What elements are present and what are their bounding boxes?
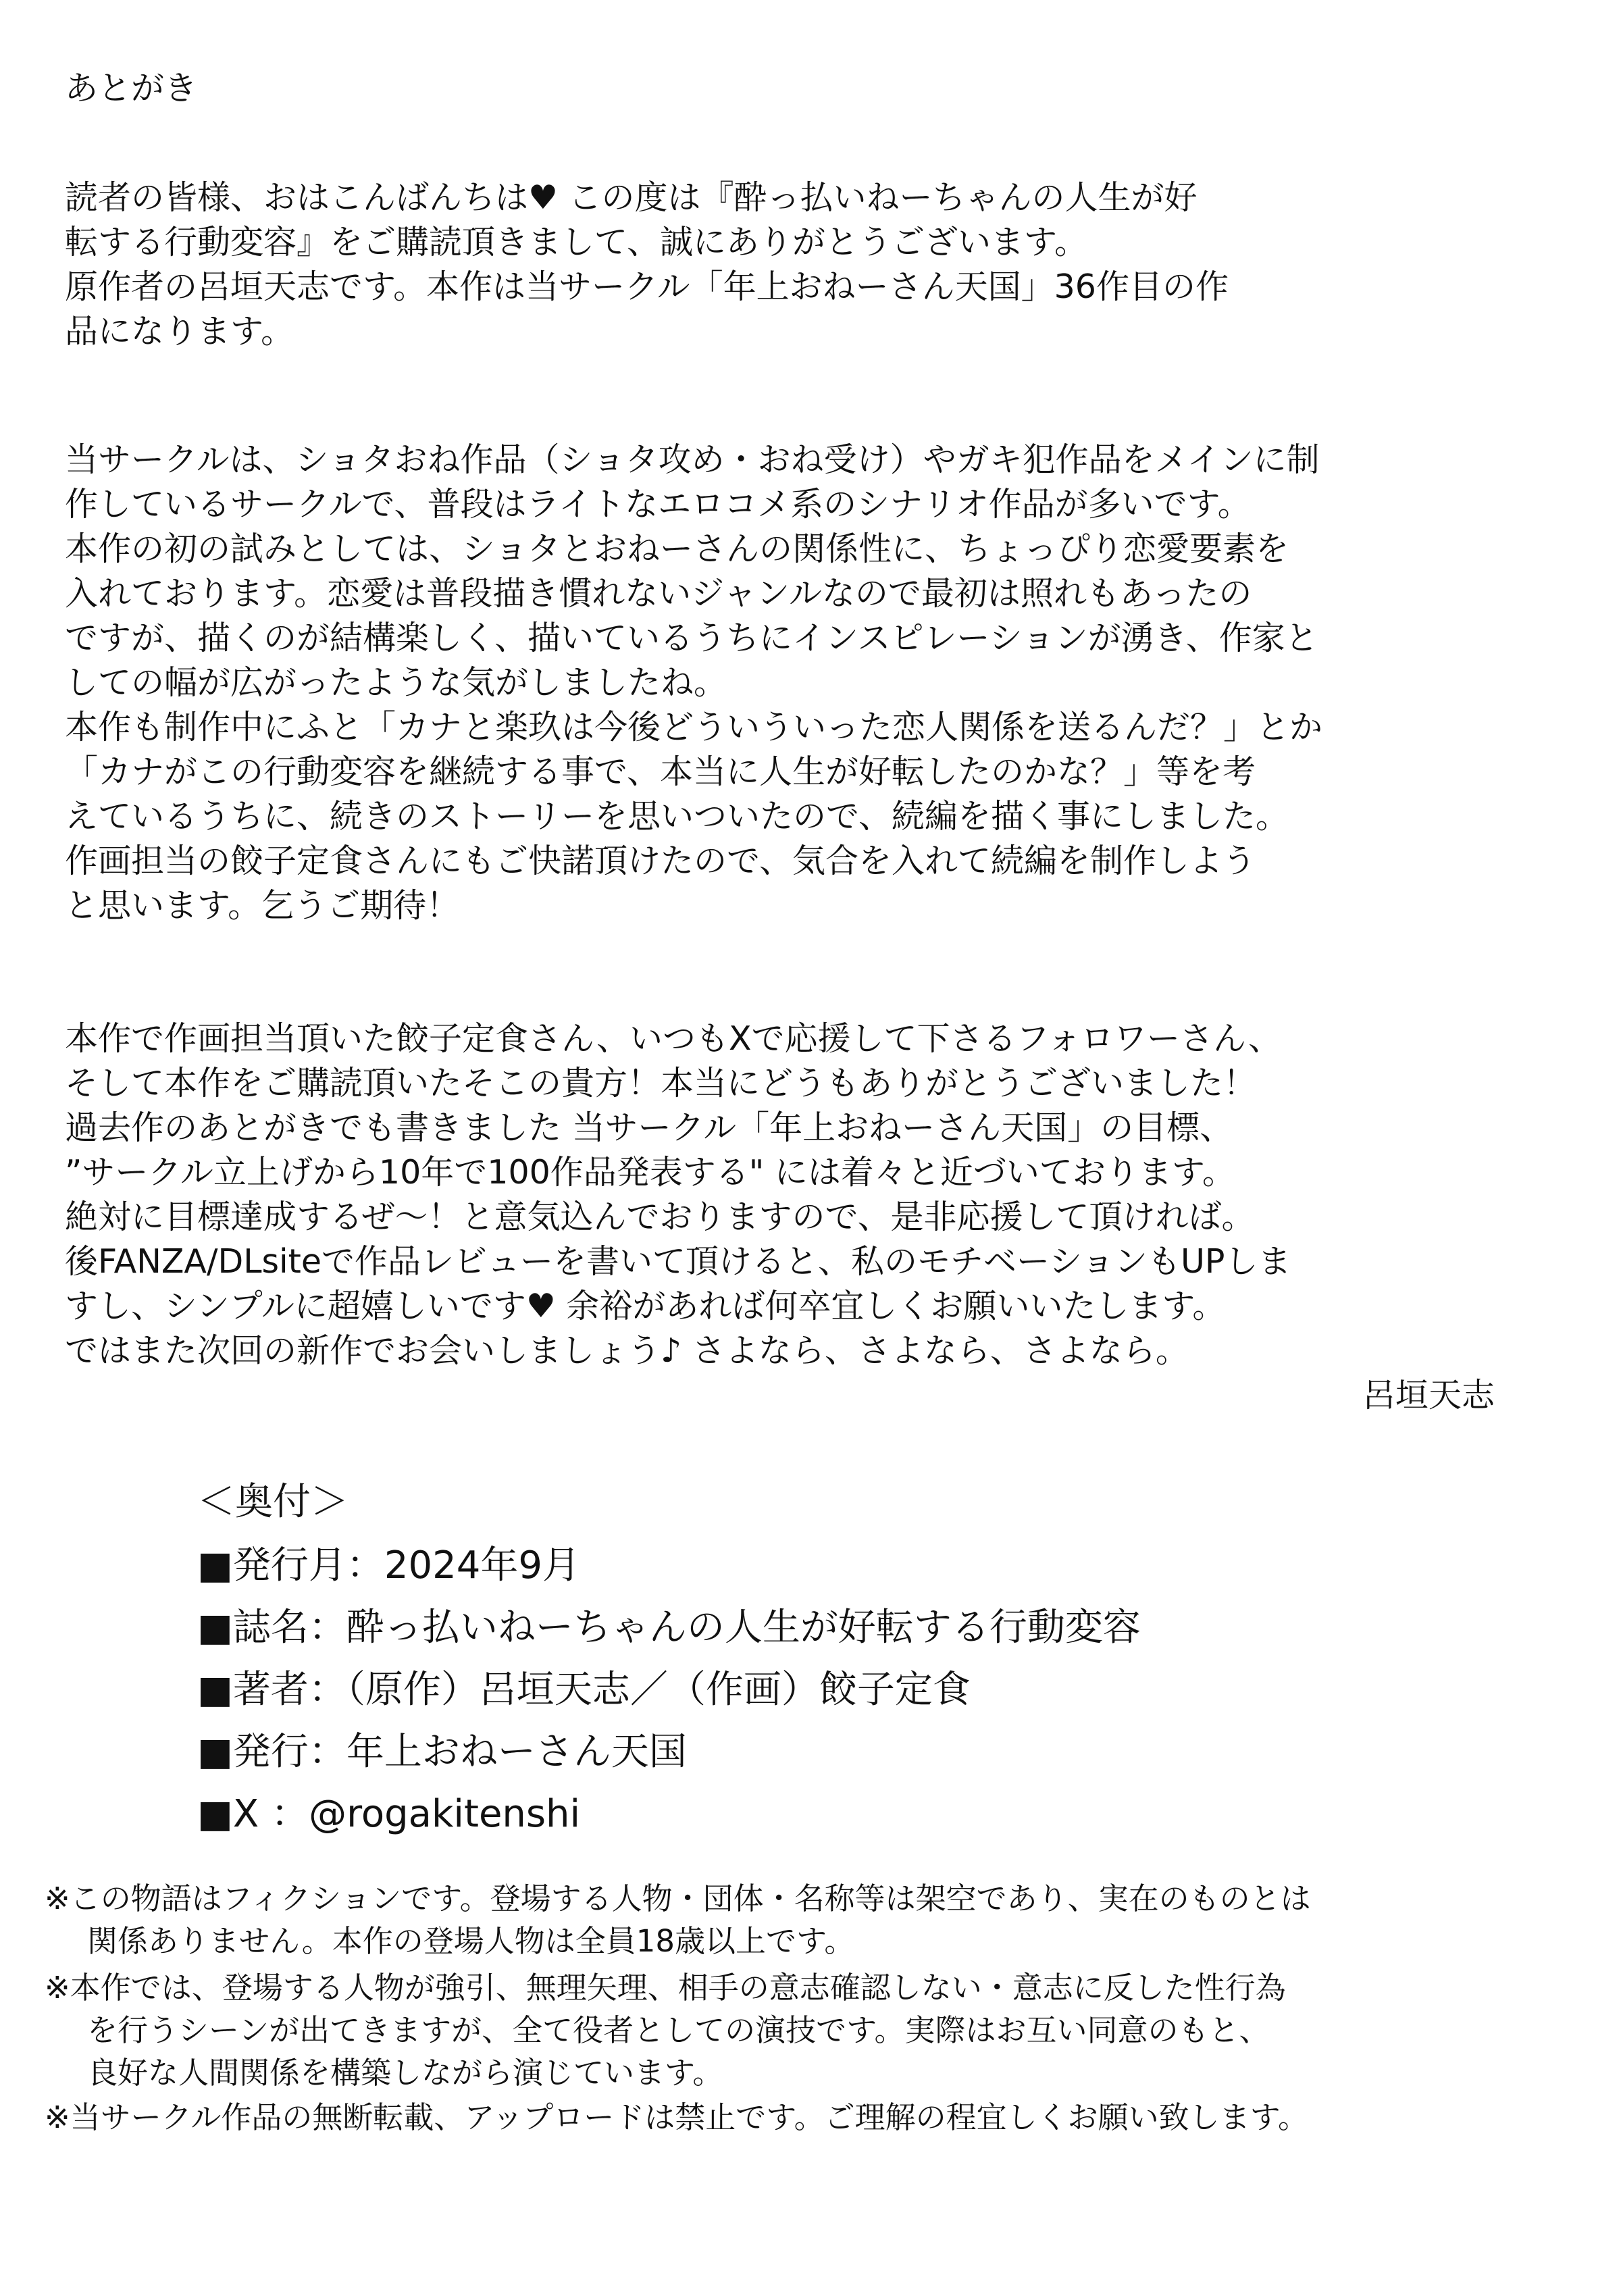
- paragraph-line: そして本作をご購読頂いたそこの貴方！本当にどうもありがとうございました！: [65, 1064, 1257, 1102]
- paragraph-line: 入れております。恋愛は普段描き慣れないジャンルなので最初は照れもあったの: [65, 574, 1252, 613]
- paragraph-line: すし、シンプルに超嬉しいです♥ 余裕があれば何卒宜しくお願いいたします。: [65, 1287, 1226, 1325]
- paragraph-line: ”サークル立上げから10年で100作品発表する" には着々と近づいております。: [65, 1153, 1235, 1192]
- colophon-row-publisher: ■発行：年上おねーさん天国: [197, 1730, 687, 1774]
- notice-line: ※当サークル作品の無断転載、アップロードは禁止です。ご理解の程宜しくお願い致します。: [45, 2099, 1309, 2135]
- paragraph-line: 転する行動変容』をご購読頂きまして、誠にありがとうございます。: [65, 223, 1088, 261]
- afterword-heading: あとがき: [65, 69, 198, 107]
- paragraph-line: 本作の初の試みとしては、ショタとおねーさんの関係性に、ちょっぴり恋愛要素を: [65, 530, 1289, 568]
- paragraph-line: 「カナがこの行動変容を継続する事で、本当に人生が好転したのかな？」等を考: [65, 752, 1256, 791]
- paragraph-line: 品になります。: [65, 312, 294, 351]
- notice-line: ※本作では、登場する人物が強引、無理矢理、相手の意志確認しない・意志に反した性行為: [45, 1970, 1286, 2006]
- paragraph-line: 作しているサークルで、普段はライトなエロコメ系のシナリオ作品が多いです。: [65, 485, 1251, 524]
- colophon-row-date: ■発行月：2024年9月: [197, 1544, 581, 1587]
- colophon-title: ＜奥付＞: [197, 1480, 349, 1524]
- paragraph-line: 過去作のあとがきでも書きました 当サークル「年上おねーさん天国」の目標、: [65, 1108, 1233, 1147]
- notice-line: 良好な人間関係を構築しながら演じています。: [87, 2055, 723, 2091]
- colophon-row-title: ■誌名：酔っ払いねーちゃんの人生が好転する行動変容: [197, 1606, 1141, 1650]
- notice-line: ※この物語はフィクションです。登場する人物・団体・名称等は架空であり、実在のものとは: [45, 1881, 1311, 1916]
- paragraph-line: と思います。乞うご期待！: [65, 886, 460, 925]
- paragraph-line: しての幅が広がったような気がしましたね。: [65, 663, 727, 702]
- paragraph-line: 後FANZA/DLsiteで作品レビューを書いて頂けると、私のモチベーションもUPしま: [65, 1242, 1291, 1281]
- paragraph-line: 当サークルは、ショタおね作品（ショタ攻め・おね受け）やガキ犯作品をメインに制: [65, 440, 1320, 479]
- paragraph-line: 作画担当の餃子定食さんにもご快諾頂けたので、気合を入れて続編を制作しよう: [65, 842, 1256, 880]
- colophon-row-authors: ■著者：（原作）呂垣天志／（作画）餃子定食: [197, 1668, 971, 1712]
- author-signature: 呂垣天志: [1362, 1376, 1495, 1414]
- paragraph-line: えているうちに、続きのストーリーを思いついたので、続編を描く事にしました。: [65, 797, 1289, 836]
- notice-line: を行うシーンが出てきますが、全て役者としての演技です。実際はお互い同意のもと、: [87, 2012, 1270, 2048]
- notice-line: 関係ありません。本作の登場人物は全員18歳以上です。: [87, 1923, 855, 1959]
- colophon-row-x-account: ■X ：@rogakitenshi: [197, 1792, 581, 1836]
- paragraph-line: 本作で作画担当頂いた餃子定食さん、いつもXで応援して下さるフォロワーさん、: [65, 1019, 1281, 1058]
- paragraph-line: 読者の皆様、おはこんばんちは♥ この度は『酔っ払いねーちゃんの人生が好: [65, 178, 1198, 217]
- paragraph-line: 本作も制作中にふと「カナと楽玖は今後どういういった恋人関係を送るんだ？」とか: [65, 708, 1323, 746]
- paragraph-line: ですが、描くのが結構楽しく、描いているうちにインスピレーションが湧き、作家と: [65, 619, 1318, 657]
- paragraph-line: 絶対に目標達成するぜ～！と意気込んでおりますので、是非応援して頂ければ。: [65, 1198, 1255, 1236]
- paragraph-line: 原作者の呂垣天志です。本作は当サークル「年上おねーさん天国」36作目の作: [65, 267, 1229, 306]
- paragraph-line: ではまた次回の新作でお会いしましょう♪ さよなら、さよなら、さよなら。: [65, 1331, 1189, 1370]
